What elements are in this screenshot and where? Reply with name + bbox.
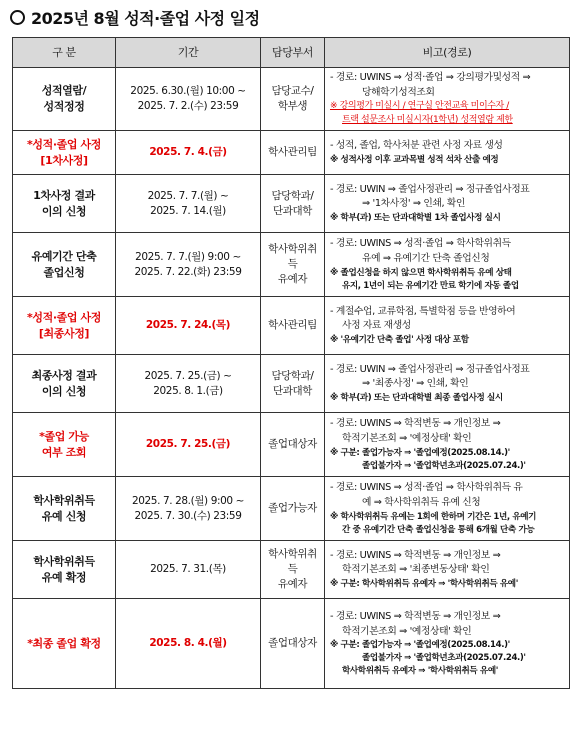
remark-line: ※ 학부(과) 또는 단과대학별 최종 졸업사정 실시 xyxy=(330,393,503,404)
remark-line: ※ 학부(과) 또는 단과대학별 1차 졸업사정 실시 xyxy=(330,213,501,224)
department-cell xyxy=(261,233,325,297)
remark-line: ⇒ '1차사정' ⇒ 인쇄, 확인 xyxy=(362,198,466,210)
period-cell xyxy=(116,175,261,233)
period-cell xyxy=(116,413,261,477)
department-text: 학사학위취득 xyxy=(268,548,317,576)
remark-line: 예 ⇒ 학사학위취득 유예 신청 xyxy=(362,496,481,508)
remark-line: ⇒ '최종사정' ⇒ 인쇄, 확인 xyxy=(362,378,469,390)
category-text: [최종사정] xyxy=(38,326,90,340)
remark-line: - 경로: UWINS ⇒ 학적변동 ⇒ 개인정보 ⇒ xyxy=(330,549,501,561)
department-cell xyxy=(261,599,325,689)
category-text: 여부 조회 xyxy=(41,445,87,459)
period-text: 2025. 7. 2.(수) 23:59 xyxy=(137,100,239,113)
category-text: 성적열람/ xyxy=(41,84,87,98)
remark-line: 학적기본조회 ⇒ '최종변동상태' 확인 xyxy=(342,564,490,576)
remark-line: - 경로: UWINS ⇒ 성적·졸업 ⇒ 학사학위취득 유 xyxy=(330,482,523,494)
remarks-cell xyxy=(325,477,570,541)
period-cell xyxy=(116,541,261,599)
remark-line: - 경로: UWINS ⇒ 학적변동 ⇒ 개인정보 ⇒ xyxy=(330,418,501,430)
category-text: 1차사정 결과 xyxy=(33,188,95,202)
table-row xyxy=(13,355,570,413)
category-text: 유예기간 단축 xyxy=(31,249,97,263)
remark-line: - 계절수업, 교류학점, 특별학점 등을 반영하여 xyxy=(330,305,516,317)
remark-line: - 성적, 졸업, 학사처분 관련 사정 자료 생성 xyxy=(330,140,503,152)
remark-line: 유예 ⇒ 유예기간 단축 졸업신청 xyxy=(362,252,490,264)
category-text: 학사학위취득 xyxy=(33,493,95,507)
department-text: 단과대학 xyxy=(273,384,312,397)
category-cell xyxy=(13,297,116,355)
period-cell xyxy=(116,297,261,355)
table-row xyxy=(13,131,570,175)
category-cell xyxy=(13,413,116,477)
remark-line: ※ 구분: 학사학위취득 유예자 ⇒ '학사학위취득 유예' xyxy=(330,579,518,590)
page-title xyxy=(10,6,260,29)
period-text: 2025. 7. 30.(수) 23:59 xyxy=(134,509,242,522)
category-text: 유예 신청 xyxy=(41,509,87,523)
category-text: *성적·졸업 사정 xyxy=(27,310,101,324)
remarks-cell xyxy=(325,599,570,689)
department-text: 유예자 xyxy=(277,578,308,591)
category-cell xyxy=(13,233,116,297)
period-text: 2025. 7. 22.(화) 23:59 xyxy=(134,265,242,278)
remark-line: ※ 성적사정 이후 교과목별 성적 석차 산출 예정 xyxy=(330,154,499,165)
table-row xyxy=(13,297,570,355)
period-cell xyxy=(116,233,261,297)
department-text: 학부생 xyxy=(277,100,308,113)
period-cell xyxy=(116,355,261,413)
remark-line: 트랙 설문조사 미실시자(1학년) 성적열람 제한 xyxy=(342,114,513,125)
remark-line: 학적기본조회 ⇒ '예정상태' 확인 xyxy=(342,432,472,444)
remark-line: - 경로: UWINS ⇒ 성적·졸업 ⇒ 학사학위취득 xyxy=(330,238,511,250)
department-text: 졸업대상자 xyxy=(268,438,317,451)
department-cell xyxy=(261,541,325,599)
category-text: 이의 신청 xyxy=(41,384,87,398)
period-text: 2025. 7. 25.(금) ~ xyxy=(144,369,232,382)
category-cell xyxy=(13,131,116,175)
remark-line: ※ 구분: 졸업가능자 ⇒ '졸업예정(2025.08.14.)' xyxy=(330,640,510,651)
remarks-cell xyxy=(325,233,570,297)
department-cell xyxy=(261,477,325,541)
category-cell xyxy=(13,477,116,541)
department-cell xyxy=(261,297,325,355)
table-header-row xyxy=(13,38,570,68)
category-text: *최종 졸업 확정 xyxy=(27,636,101,650)
period-text: 2025. 7. 7.(월) 9:00 ~ xyxy=(135,250,241,263)
period-text: 2025. 7. 25.(금) xyxy=(145,438,231,451)
period-cell xyxy=(116,477,261,541)
category-text: [1차사정] xyxy=(40,153,88,167)
remark-line: 학사학위취득 유예자 ⇒ '학사학위취득 유예' xyxy=(342,666,498,676)
department-text: 졸업대상자 xyxy=(268,637,317,650)
period-text: 2025. 7. 4.(금) xyxy=(149,146,227,159)
remark-line: 졸업불가자 ⇒ '졸업학년초과(2025.07.24.)' xyxy=(362,460,526,471)
department-text: 학사관리팀 xyxy=(268,146,317,159)
schedule-table xyxy=(12,37,570,689)
table-row xyxy=(13,541,570,599)
remarks-cell xyxy=(325,413,570,477)
period-text: 2025. 8. 1.(금) xyxy=(153,384,223,397)
header-department: 담당부서 xyxy=(261,38,325,68)
department-text: 유예자 xyxy=(277,273,308,286)
department-text: 담당교수/ xyxy=(271,84,314,97)
table-row xyxy=(13,477,570,541)
category-text: *졸업 가능 xyxy=(39,429,89,443)
header-remarks: 비고(경로) xyxy=(325,38,570,68)
period-text: 2025. 7. 28.(월) 9:00 ~ xyxy=(131,494,245,507)
department-text: 단과대학 xyxy=(273,204,312,217)
remark-line: - 경로: UWINS ⇒ 성적·졸업 ⇒ 강의평가및성적 ⇒ xyxy=(330,72,531,83)
remark-line: 학적기본조회 ⇒ '예정상태' 확인 xyxy=(342,625,472,637)
category-cell xyxy=(13,175,116,233)
remark-line: ※ 구분: 졸업가능자 ⇒ '졸업예정(2025.08.14.)' xyxy=(330,447,510,458)
remark-line: 당해학기성적조회 xyxy=(362,86,435,98)
department-cell xyxy=(261,175,325,233)
category-cell xyxy=(13,68,116,131)
remark-line: - 경로: UWIN ⇒ 졸업사정관리 ⇒ 정규졸업사정표 xyxy=(330,363,530,375)
department-cell xyxy=(261,413,325,477)
remark-line: - 경로: UWINS ⇒ 학적변동 ⇒ 개인정보 ⇒ xyxy=(330,610,501,622)
category-cell xyxy=(13,541,116,599)
remarks-cell xyxy=(325,175,570,233)
category-cell xyxy=(13,355,116,413)
department-text: 학사관리팀 xyxy=(268,319,317,332)
remarks-cell xyxy=(325,131,570,175)
department-text: 학사학위취득 xyxy=(268,243,317,271)
table-row xyxy=(13,175,570,233)
remark-line: ※ 학사학위취득 유예는 1회에 한하며 기간은 1년, 유예기 xyxy=(330,511,537,522)
department-text: 졸업가능자 xyxy=(268,502,317,515)
category-text: 학사학위취득 xyxy=(33,554,95,568)
remark-line: 졸업불가자 ⇒ '졸업학년초과(2025.07.24.)' xyxy=(362,653,526,664)
category-text: 졸업신청 xyxy=(43,265,85,279)
department-cell xyxy=(261,355,325,413)
category-text: 이의 신청 xyxy=(41,204,87,218)
period-text: 2025. 7. 14.(월) xyxy=(150,204,226,217)
header-category: 구 분 xyxy=(13,38,116,68)
remark-line: 사정 자료 재생성 xyxy=(342,320,411,332)
remarks-cell xyxy=(325,68,570,131)
period-text: 2025. 6.30.(월) 10:00 ~ xyxy=(130,84,246,97)
period-cell xyxy=(116,131,261,175)
table-row xyxy=(13,413,570,477)
category-text: *성적·졸업 사정 xyxy=(27,137,101,151)
category-text: 성적정정 xyxy=(43,100,85,114)
remarks-cell xyxy=(325,541,570,599)
period-text: 2025. 7. 24.(목) xyxy=(145,319,231,332)
category-cell xyxy=(13,599,116,689)
category-text: 최종사정 결과 xyxy=(31,368,97,382)
page-title-text: 2025년 8월 성적·졸업 사정 일정 xyxy=(31,9,260,28)
remark-line: 간 중 유예기간 단축 졸업신청을 통해 6개월 단축 가능 xyxy=(342,524,535,535)
circle-bullet-icon xyxy=(10,10,25,25)
remark-line: ※ 졸업신청을 하지 않으면 학사학위취득 유예 상태 xyxy=(330,267,512,278)
period-text: 2025. 8. 4.(월) xyxy=(149,637,227,650)
table-row xyxy=(13,233,570,297)
remark-line: - 경로: UWIN ⇒ 졸업사정관리 ⇒ 정규졸업사정표 xyxy=(330,183,530,195)
department-cell xyxy=(261,131,325,175)
period-text: 2025. 7. 7.(월) ~ xyxy=(147,189,229,202)
department-cell xyxy=(261,68,325,131)
category-text: 유예 확정 xyxy=(41,570,87,584)
period-cell xyxy=(116,599,261,689)
header-period: 기간 xyxy=(116,38,261,68)
remarks-cell xyxy=(325,297,570,355)
period-text: 2025. 7. 31.(목) xyxy=(150,563,226,576)
remark-line: ※ 강의평가 미실시 / 연구실 안전교육 미이수자 / xyxy=(330,101,509,112)
table-row xyxy=(13,68,570,131)
department-text: 담당학과/ xyxy=(271,189,314,202)
remarks-cell xyxy=(325,355,570,413)
period-cell xyxy=(116,68,261,131)
remark-line: 유지, 1년이 되는 유예기간 만료 학기에 자동 졸업 xyxy=(342,280,519,291)
department-text: 담당학과/ xyxy=(271,369,314,382)
table-row xyxy=(13,599,570,689)
remark-line: ※ '유예기간 단축 졸업' 사정 대상 포함 xyxy=(330,335,469,346)
